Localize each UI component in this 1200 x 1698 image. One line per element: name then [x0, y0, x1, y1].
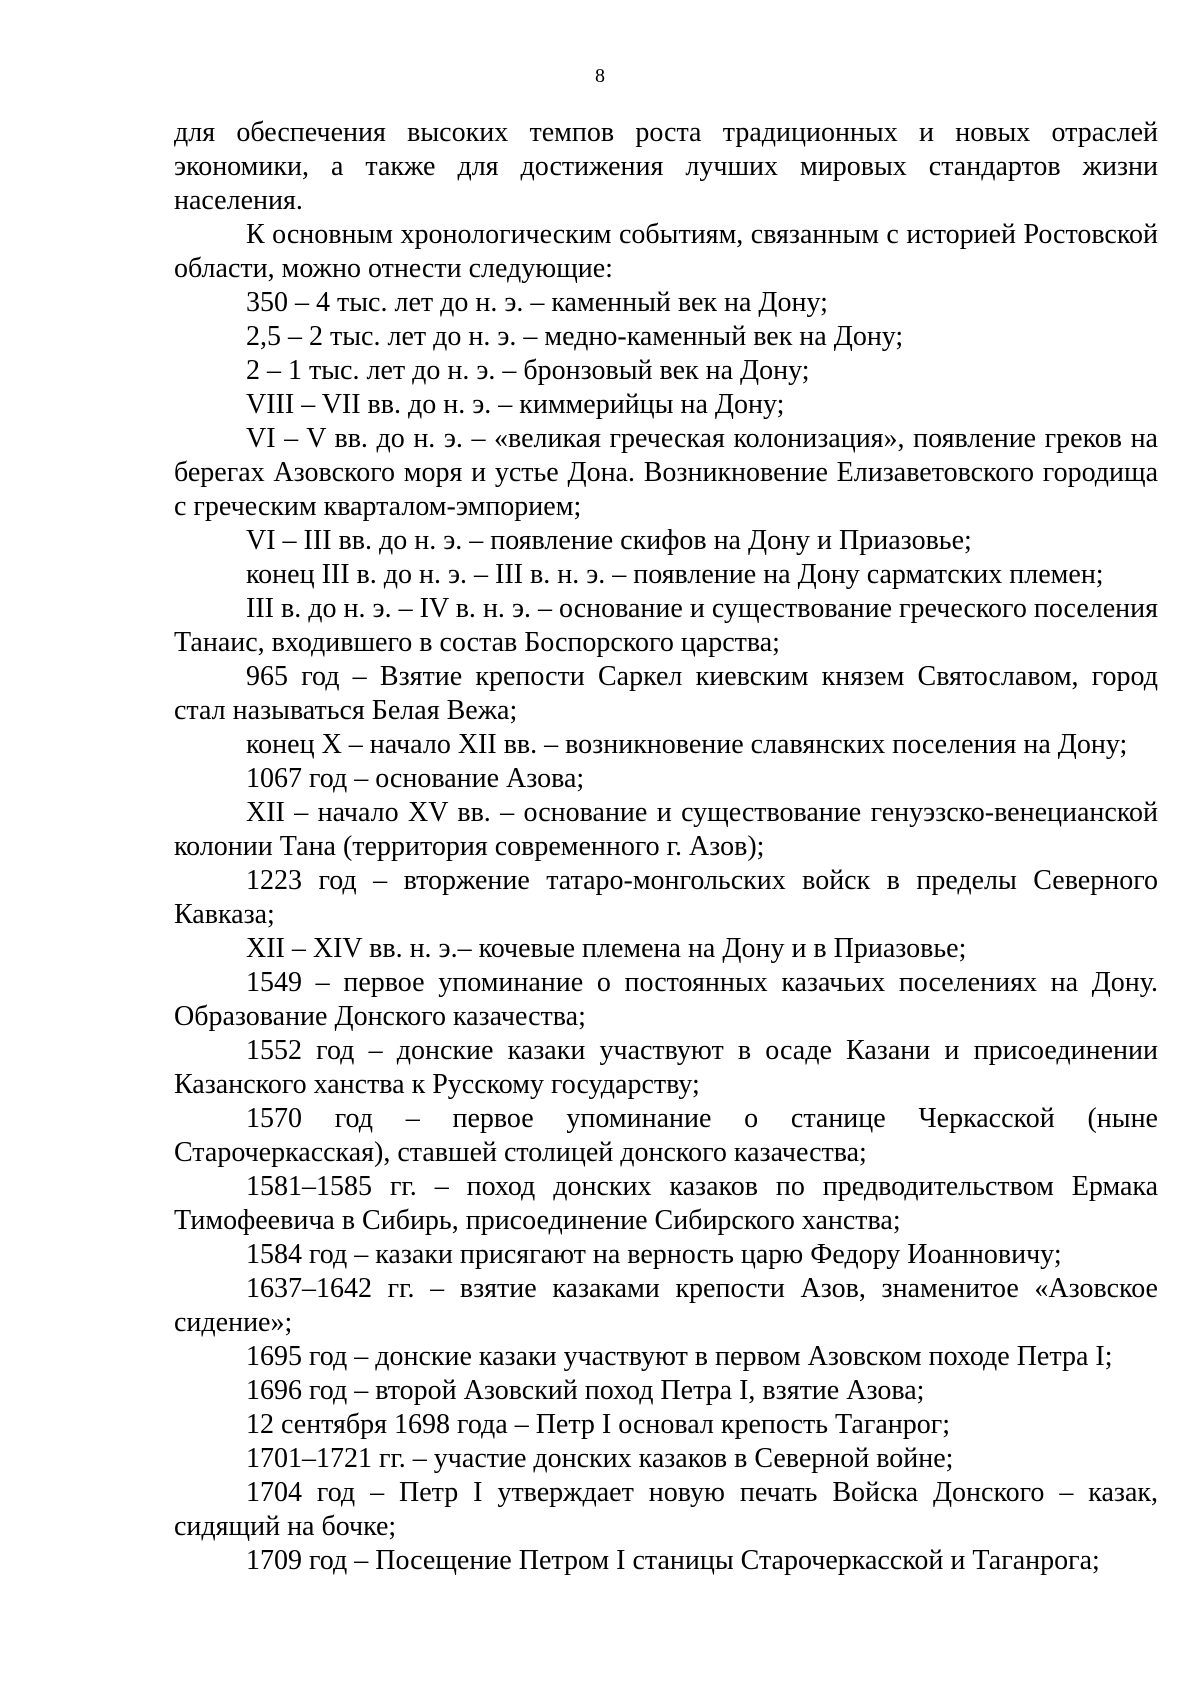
paragraph: 1067 год – основание Азова; [246, 763, 585, 794]
paragraph: конец X – начало XII вв. – возникновение славянских поселения на Дону; [246, 729, 1128, 760]
paragraph: 2,5 – 2 тыс. лет до н. э. – медно-каменный век на Дону; [246, 321, 904, 352]
paragraph: 1704 год – Петр I утверждает новую печать Войска Донского – казак, сидящий на бочке; [174, 1477, 1158, 1542]
paragraph: 1584 год – казаки присягают на верность царю Федору Иоанновичу; [246, 1239, 1062, 1270]
paragraph: 350 – 4 тыс. лет до н. э. – каменный век на Дону; [246, 287, 828, 318]
paragraph: 1709 год – Посещение Петром I станицы Старочеркасской и Таганрога; [246, 1545, 1100, 1576]
document-body [174, 116, 1158, 1578]
paragraph: 1570 год – первое упоминание о станице Черкасской (ныне Старочеркасская), ставшей столицей донского казачества; [174, 1103, 1158, 1168]
paragraph: III в. до н. э. – IV в. н. э. – основание и существование греческого поселения Танаис, входившего в состав Боспорского царства; [174, 593, 1158, 658]
page-number: 8 [595, 65, 605, 87]
paragraph: для обеспечения высоких темпов роста традиционных и новых отраслей экономики, а также для достижения лучших мировых стандартов жизни населения. [174, 117, 1158, 216]
paragraph: 965 год – Взятие крепости Саркел киевским князем Святославом, город стал называться Белая Вежа; [174, 661, 1158, 726]
paragraph: 1696 год – второй Азовский поход Петра I, взятие Азова; [246, 1375, 925, 1406]
paragraph: 1223 год – вторжение татаро-монгольских войск в пределы Северного Кавказа; [174, 865, 1158, 930]
paragraph: 1552 год – донские казаки участвуют в осаде Казани и присоединении Казанского ханства к Русскому государству; [174, 1035, 1158, 1100]
paragraph: 12 сентября 1698 года – Петр I основал крепость Таганрог; [246, 1409, 951, 1440]
paragraph: 1549 – первое упоминание о постоянных казачьих поселениях на Дону. Образование Донского казачества; [174, 967, 1158, 1032]
paragraph: XII – XIV вв. н. э.– кочевые племена на Дону и в Приазовье; [246, 933, 967, 964]
paragraph: VI – V вв. до н. э. – «великая греческая колонизация», появление греков на берегах Азовского моря и устье Дона. Возникновение Елизаветовского городища с греческим кварталом-эмпорием; [174, 423, 1158, 522]
paragraph: 2 – 1 тыс. лет до н. э. – бронзовый век на Дону; [246, 355, 810, 386]
paragraph: VI – III вв. до н. э. – появление скифов на Дону и Приазовье; [246, 525, 972, 556]
paragraph: 1701–1721 гг. – участие донских казаков в Северной войне; [246, 1443, 954, 1474]
paragraph: К основным хронологическим событиям, связанным с историей Ростовской области, можно отнести следующие: [174, 219, 1158, 284]
paragraph: VIII – VII вв. до н. э. – киммерийцы на Дону; [246, 389, 785, 420]
paragraph: XII – начало XV вв. – основание и существование генуэзско-венецианской колонии Тана (территория современного г. Азов); [174, 797, 1158, 862]
paragraph: 1695 год – донские казаки участвуют в первом Азовском походе Петра I; [246, 1341, 1113, 1372]
paragraph: 1581–1585 гг. – поход донских казаков по предводительством Ермака Тимофеевича в Сибирь, присоединение Сибирского ханства; [174, 1171, 1158, 1236]
paragraph: конец III в. до н. э. – III в. н. э. – появление на Дону сарматских племен; [246, 559, 1104, 590]
paragraph: 1637–1642 гг. – взятие казаками крепости Азов, знаменитое «Азовское сидение»; [174, 1273, 1158, 1338]
